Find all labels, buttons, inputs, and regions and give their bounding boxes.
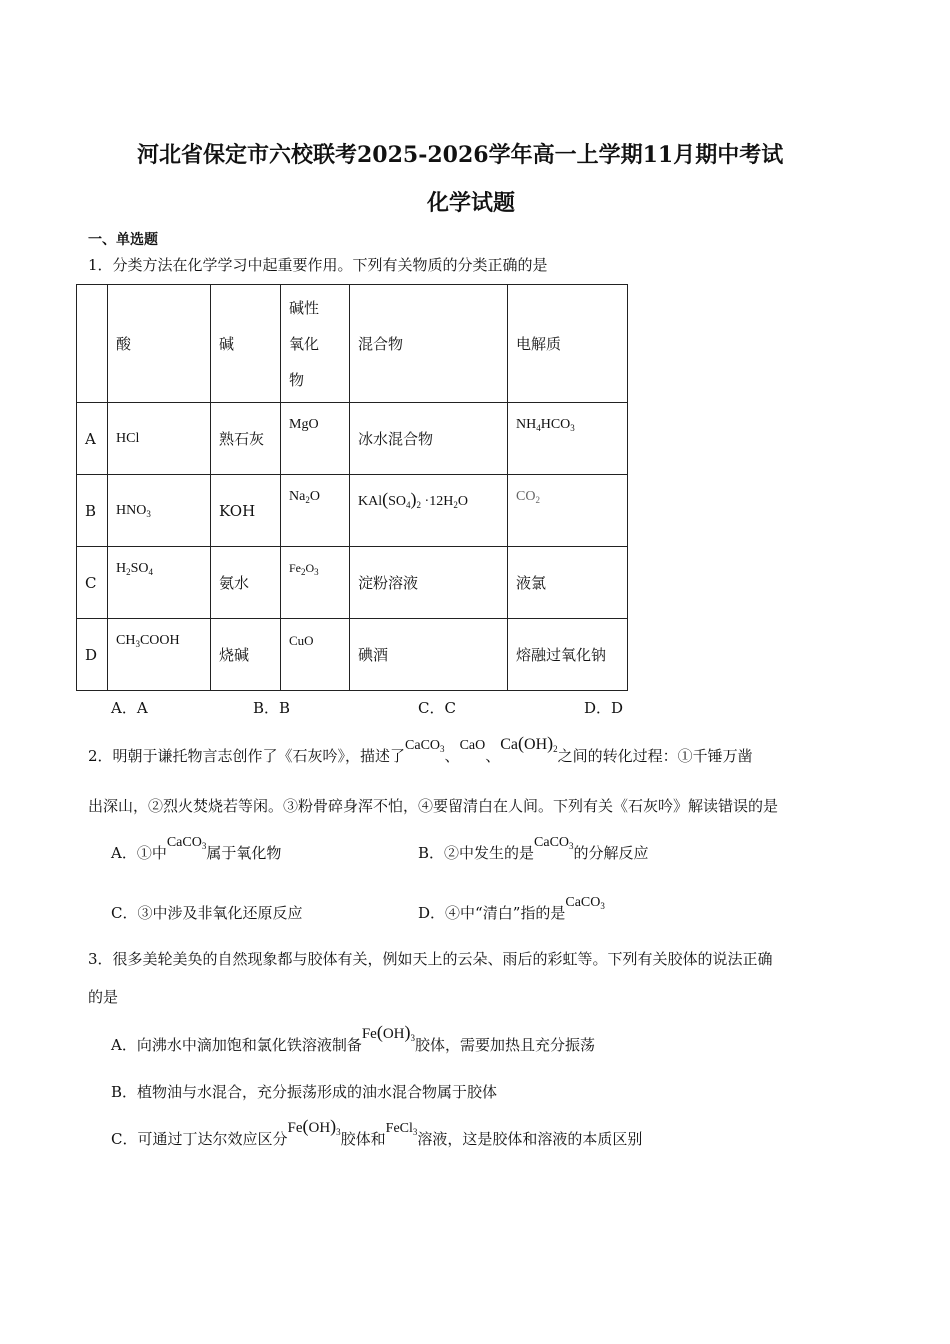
page-subtitle: 化学试题	[427, 190, 516, 216]
base-cell: KOH	[211, 475, 281, 547]
table-header-cell: 碱	[211, 285, 281, 403]
oxide-cell: MgO	[281, 403, 350, 475]
row-label: C	[77, 547, 108, 619]
oxide-cell: $Fe_2O_3$	[281, 547, 350, 619]
q3-option-a[interactable]: A．向沸水中滴加饱和氯化铁溶液制备$Fe(OH)_3$胶体，需要加热且充分振荡	[111, 1022, 596, 1054]
electrolyte-cell: 熔融过氧化钠	[508, 619, 628, 691]
base-cell: 烧碱	[211, 619, 281, 691]
electrolyte-cell: $CO_2$	[508, 475, 628, 547]
q1-option-c[interactable]: C．C	[418, 699, 456, 717]
classification-table	[76, 284, 628, 691]
table-header-cell: 酸	[108, 285, 211, 403]
q1-option-a[interactable]: A．A	[111, 699, 148, 717]
row-label: A	[77, 403, 108, 475]
oxide-cell: $Na_2O$	[281, 475, 350, 547]
acid-cell: HCl	[108, 403, 211, 475]
electrolyte-cell: 液氯	[508, 547, 628, 619]
mixture-cell: 淀粉溶液	[350, 547, 508, 619]
table-header-cell	[77, 285, 108, 403]
table-header-cell: 混合物	[350, 285, 508, 403]
page-title: 河北省保定市六校联考2025-2026学年高一上学期11月期中考试	[137, 142, 784, 168]
electrolyte-cell: $NH_4HCO_3$	[508, 403, 628, 475]
q2-option-c[interactable]: C．③中涉及非氧化还原反应	[111, 904, 303, 922]
table-row	[77, 547, 628, 619]
table-row	[77, 619, 628, 691]
mixture-cell: $KAl(SO_4)_2 \cdot 12H_2O$	[350, 475, 508, 547]
q3-option-c[interactable]: C．可通过丁达尔效应区分$Fe(OH)_3$胶体和FeCl$_3$溶液，这是胶体和溶液的本质区别	[111, 1116, 643, 1148]
row-label: B	[77, 475, 108, 547]
table-row	[77, 475, 628, 547]
q2-option-b[interactable]: B．②中发生的是CaCO$_3$的分解反应	[418, 835, 649, 862]
acid-cell: $CH_3COOH$	[108, 619, 211, 691]
q1-stem: 1．分类方法在化学学习中起重要作用。下列有关物质的分类正确的是	[88, 256, 548, 274]
q2-stem-line2: 出深山，②烈火焚烧若等闲。③粉骨碎身浑不怕，④要留清白在人间。下列有关《石灰吟》解读错误的是	[88, 797, 779, 815]
q1-option-b[interactable]: B．B	[253, 699, 291, 717]
q2-stem: 2．明朝于谦托物言志创作了《石灰吟》，描述了CaCO$_3$、CaO、$Ca(OH)_2$之间的转化过程：①千锤万凿	[88, 733, 753, 765]
row-label: D	[77, 619, 108, 691]
table-header-cell: 碱性 氧化 物	[281, 285, 350, 403]
section-heading: 一、单选题	[88, 232, 158, 248]
oxide-cell: CuO	[281, 619, 350, 691]
q3-option-b[interactable]: B．植物油与水混合，充分振荡形成的油水混合物属于胶体	[111, 1083, 498, 1101]
base-cell: 熟石灰	[211, 403, 281, 475]
base-cell: 氨水	[211, 547, 281, 619]
mixture-cell: 碘酒	[350, 619, 508, 691]
q2-option-d[interactable]: D．④中“清白”指的是CaCO$_3$	[418, 895, 605, 922]
q3-stem: 3．很多美轮美奂的自然现象都与胶体有关，例如天上的云朵、雨后的彩虹等。下列有关胶体的说法正确	[88, 950, 773, 968]
q2-option-a[interactable]: A．①中CaCO$_3$属于氧化物	[111, 835, 282, 862]
q3-stem-line2: 的是	[88, 988, 119, 1006]
table-row	[77, 403, 628, 475]
q1-option-d[interactable]: D．D	[584, 699, 624, 717]
table-header-cell: 电解质	[508, 285, 628, 403]
acid-cell: $H_2SO_4$	[108, 547, 211, 619]
acid-cell: $HNO_3$	[108, 475, 211, 547]
mixture-cell: 冰水混合物	[350, 403, 508, 475]
